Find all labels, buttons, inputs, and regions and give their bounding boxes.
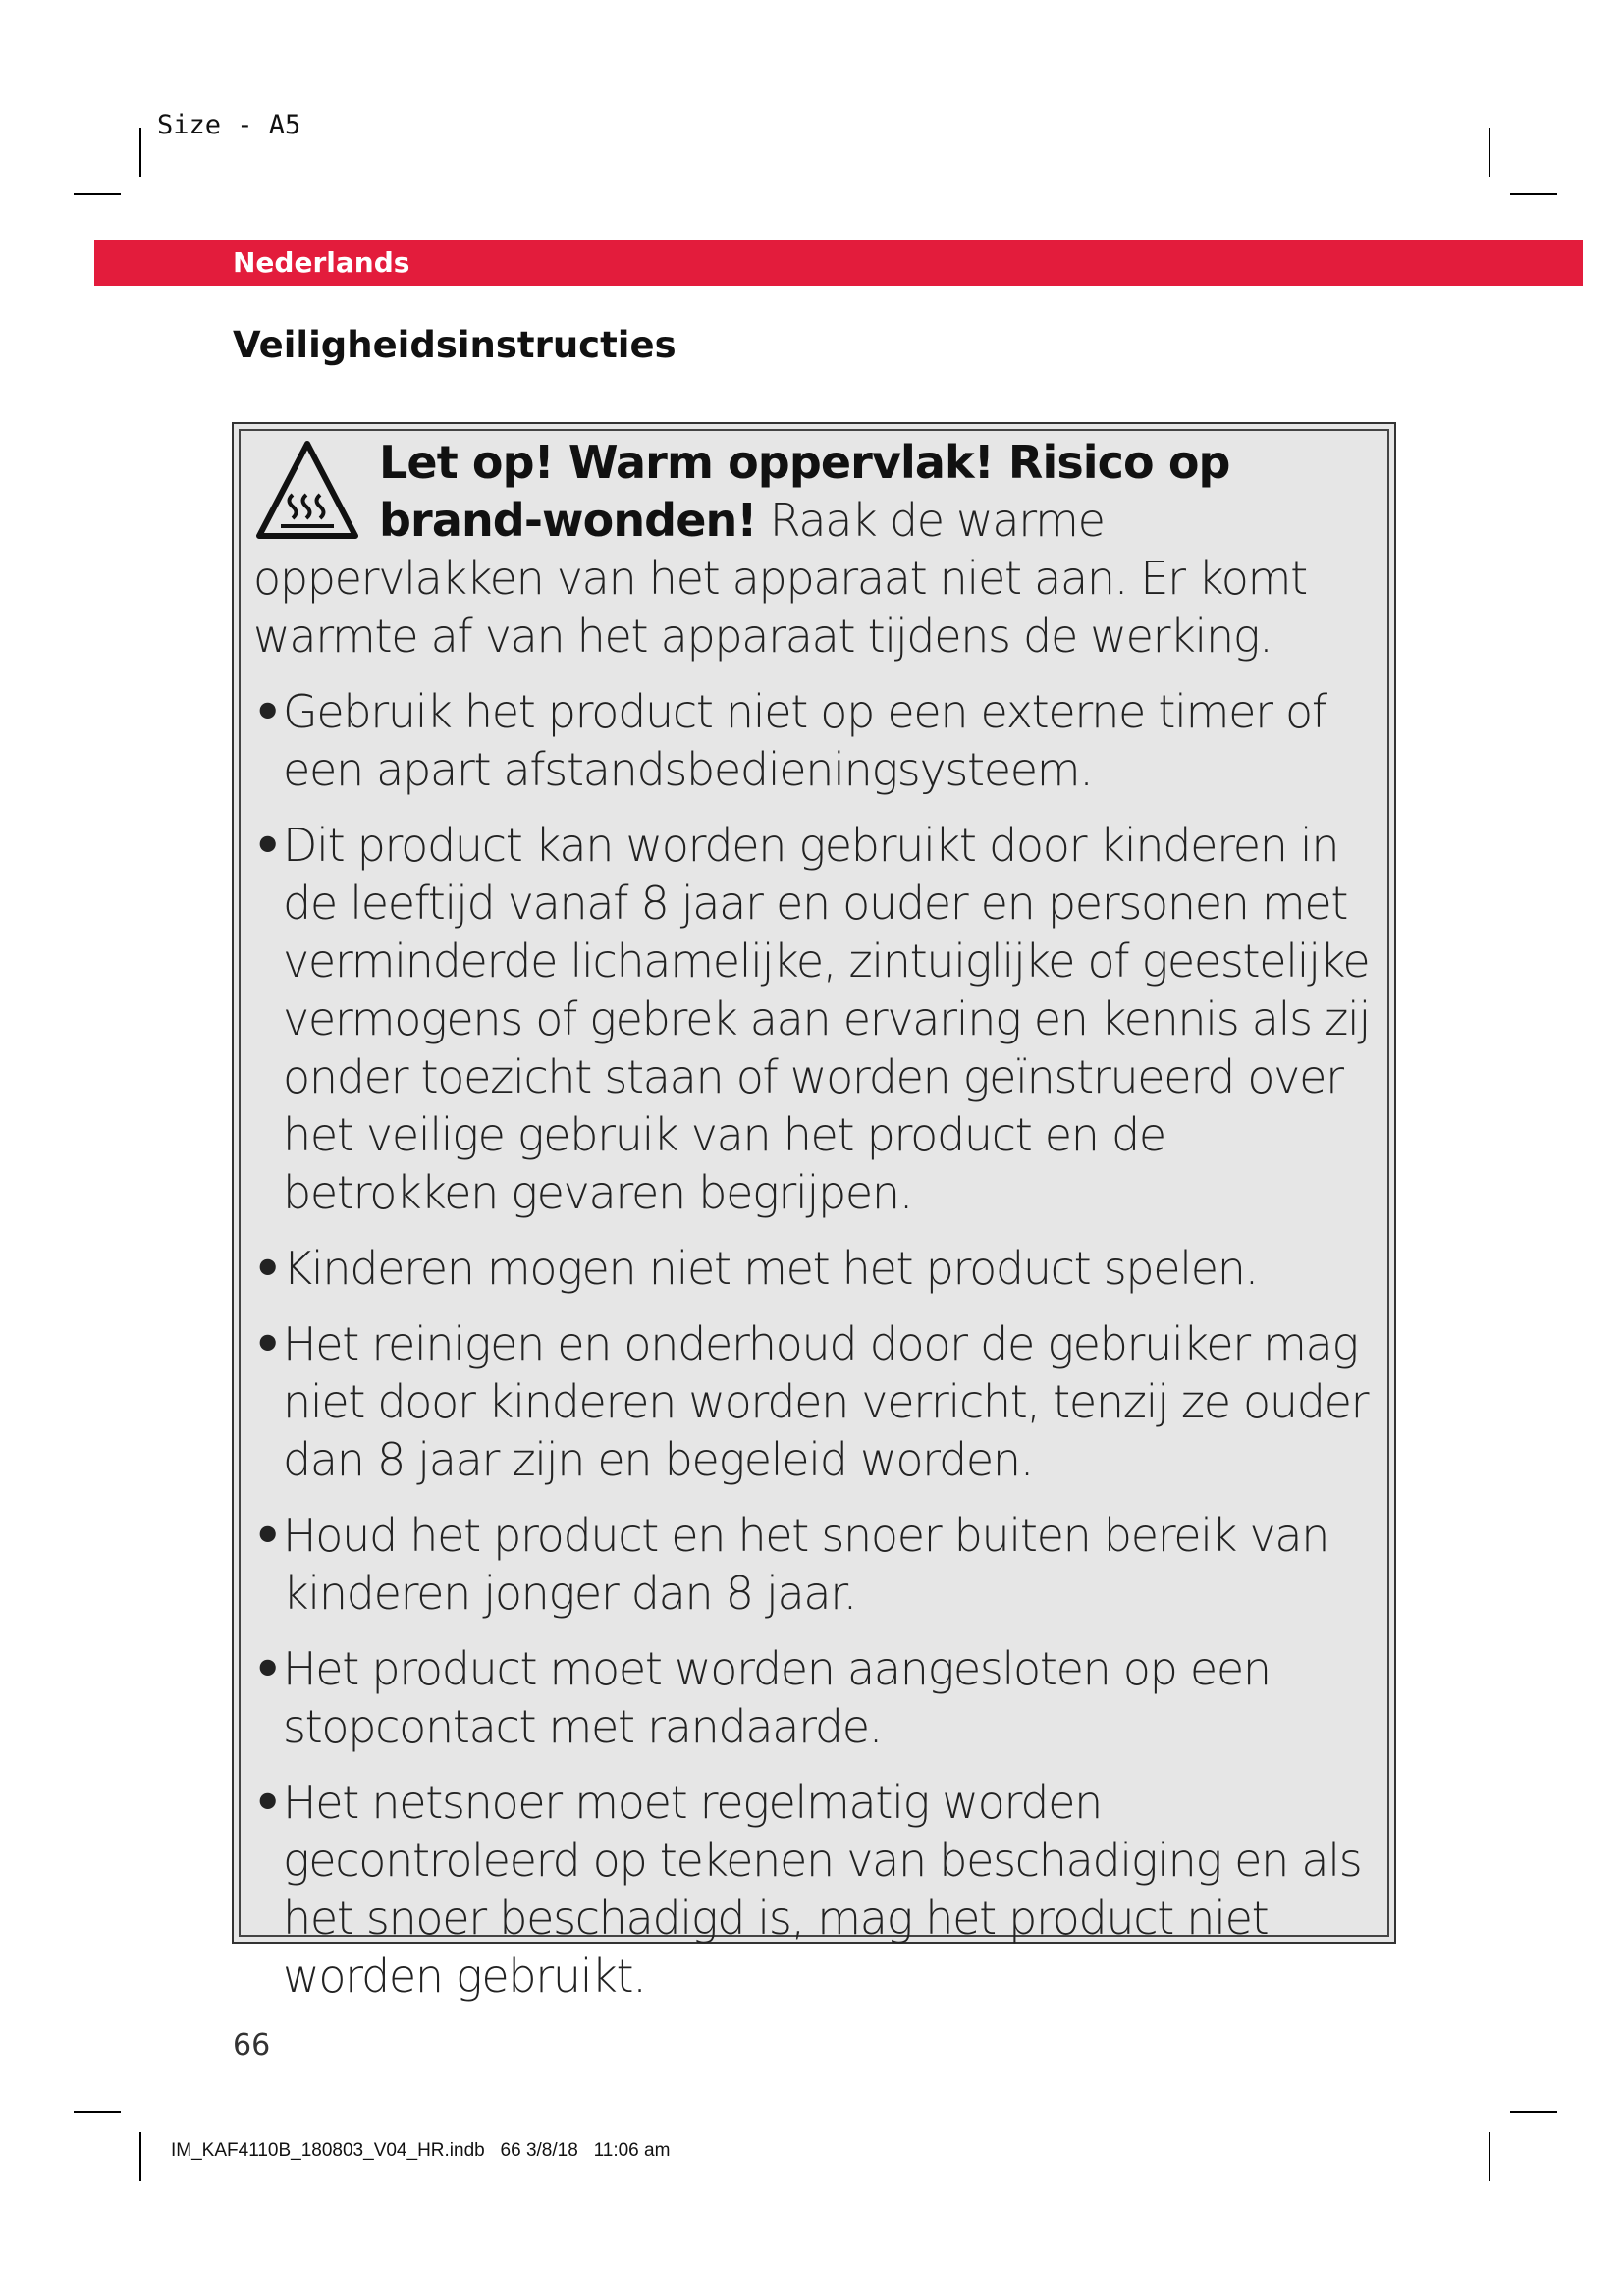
warning-box xyxy=(232,422,1396,2002)
file-info: IM_KAF4110B_180803_V04_HR.indb 66 3/8/18 11:06 am xyxy=(171,2140,671,2161)
list-item xyxy=(253,1774,1382,2005)
crop-mark-top-left-h xyxy=(74,193,121,195)
list-item xyxy=(253,683,1382,799)
list-item xyxy=(253,1315,1382,1489)
crop-mark-top-left-v xyxy=(139,128,141,177)
bullet-text: Het netsnoer moet regelmatig worden gecontroleerd op tekenen van beschadiging en als het snoer beschadigd is, mag het product niet worden gebruikt. xyxy=(283,1776,1362,2002)
crop-mark-bottom-right-v xyxy=(1489,2132,1490,2181)
crop-mark-bottom-left-h xyxy=(74,2111,121,2113)
bullet-text: Houd het product en het snoer buiten bereik van kinderen jonger dan 8 jaar. xyxy=(283,1509,1329,1620)
bullet-text: Kinderen mogen niet met het product spelen. xyxy=(283,1242,1258,1295)
list-item xyxy=(253,1640,1382,1756)
bullet-dot: • xyxy=(253,685,282,738)
list-item xyxy=(253,1507,1382,1623)
warning-content xyxy=(253,434,1382,2023)
bullet-dot: • xyxy=(253,1242,282,1295)
bullet-text: Het product moet worden aangesloten op een stopcontact met randaarde. xyxy=(283,1642,1271,1753)
bullet-dot: • xyxy=(253,1642,282,1695)
bullet-text: Dit product kan worden gebruikt door kinderen in de leeftijd vanaf 8 jaar en ouder en personen met verminderde lichamelijke, zintuiglijke of geestelijke vermogens of gebrek aan ervaring en kennis als zij onder toezicht staan of worden geïnstrueerd over het veilige gebruik van het product en de betrokken gevaren begrijpen. xyxy=(283,819,1370,1219)
crop-mark-top-right-v xyxy=(1489,128,1490,177)
bullet-dot: • xyxy=(253,819,282,872)
warning-heading: Let op! Warm oppervlak! Risico op brand-wonden! xyxy=(379,436,1230,547)
list-item xyxy=(253,1240,1382,1298)
bullet-text: Gebruik het product niet op een externe timer of een apart afstandsbedieningsysteem. xyxy=(283,685,1326,796)
crop-mark-bottom-right-h xyxy=(1510,2111,1557,2113)
page-number: 66 xyxy=(233,2028,271,2062)
language-label: Nederlands xyxy=(233,246,410,279)
list-item xyxy=(253,817,1382,1222)
size-label: Size - A5 xyxy=(157,110,301,140)
crop-mark-top-right-h xyxy=(1510,193,1557,195)
hot-surface-warning-icon xyxy=(253,438,361,546)
language-banner xyxy=(94,240,1583,286)
bullet-dot: • xyxy=(253,1776,282,1829)
warning-heading-text: Raak de warme oppervlakken van het apparaat niet aan. Er komt warmte af van het apparaat tijdens de werking. xyxy=(253,494,1307,663)
section-title: Veiligheidsinstructies xyxy=(233,324,677,366)
warning-intro xyxy=(253,434,1382,666)
safety-bullet-list xyxy=(253,683,1382,2005)
bullet-dot: • xyxy=(253,1317,282,1370)
bullet-text: Het reinigen en onderhoud door de gebruiker mag niet door kinderen worden verricht, tenzij ze ouder dan 8 jaar zijn en begeleid worden. xyxy=(283,1317,1369,1486)
crop-mark-bottom-left-v xyxy=(139,2132,141,2181)
bullet-dot: • xyxy=(253,1509,282,1562)
